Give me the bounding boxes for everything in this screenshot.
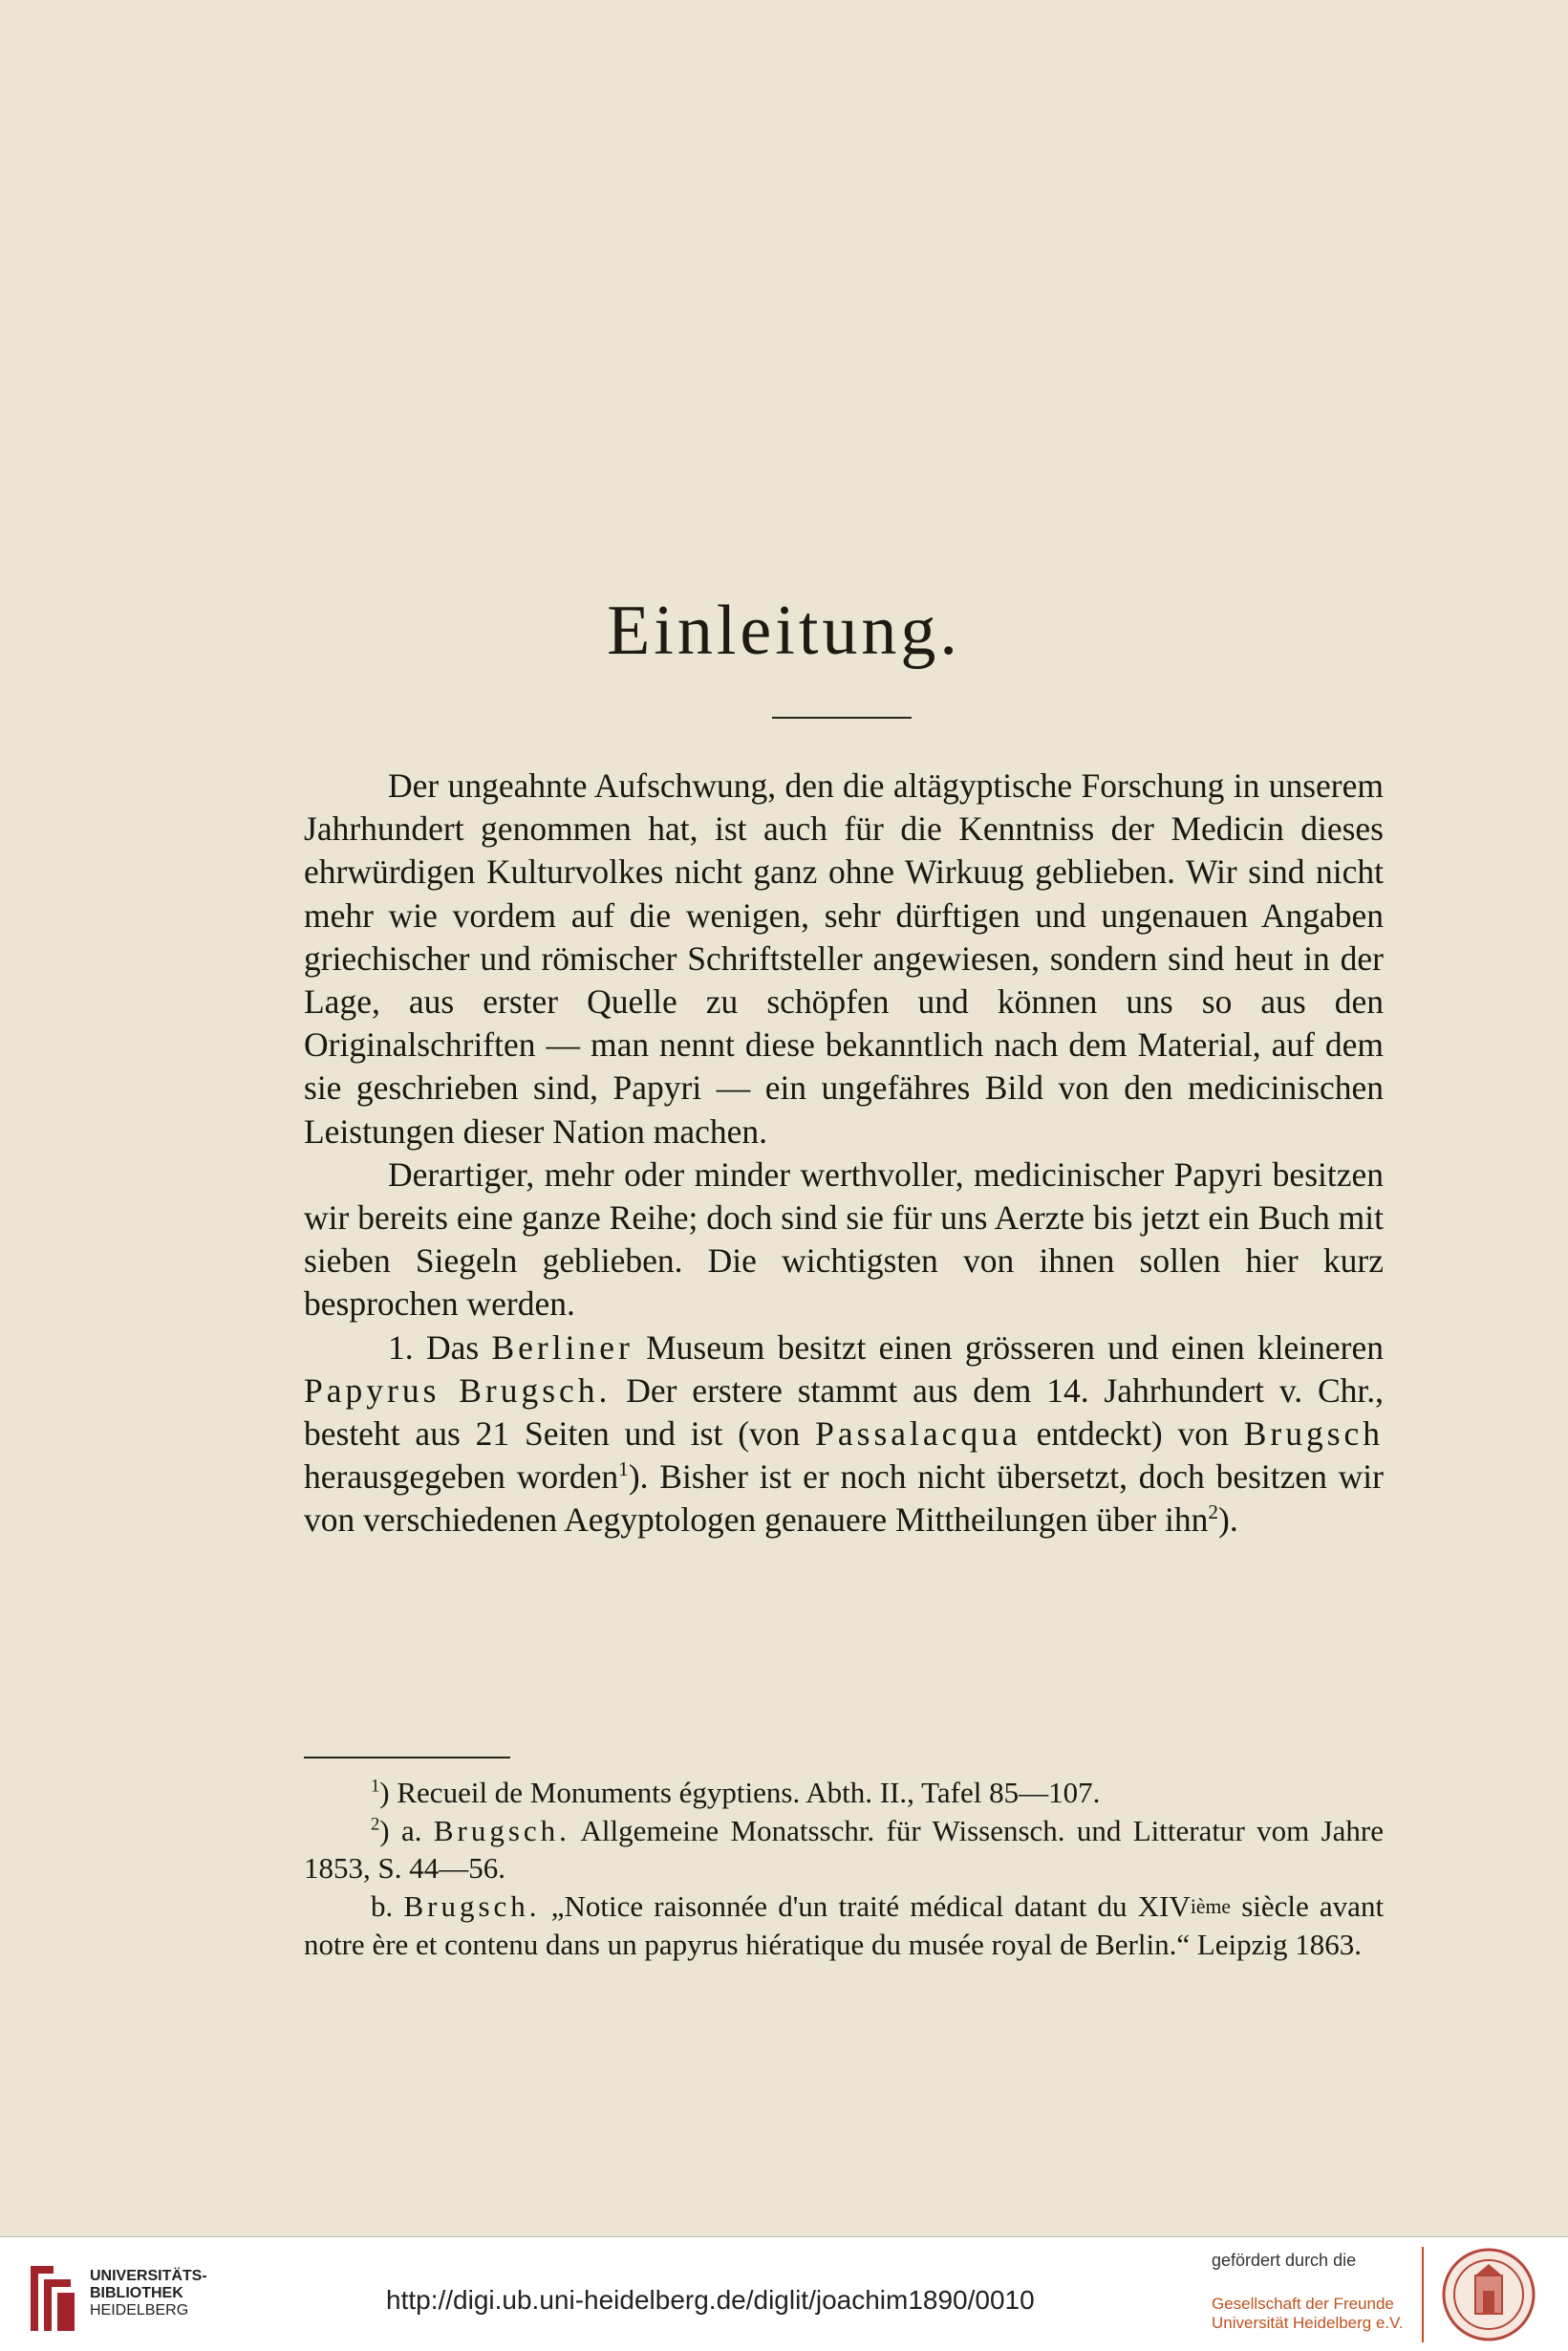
body-text	[304, 765, 1384, 1542]
footnotes	[304, 1774, 1384, 1963]
permalink-url[interactable]: http://digi.ub.uni-heidelberg.de/diglit/joachim1890/0010	[386, 2285, 1035, 2315]
footer-divider	[1422, 2247, 1424, 2342]
footnote-divider	[304, 1757, 510, 1758]
paragraph-3: 1. Das Berliner Museum besitzt einen grösseren und einen kleineren Papyrus Brugsch. Der erstere stammt aus dem 14. Jahrhundert v. Chr., besteht aus 21 Seiten und ist (von Passalacqua entdeckt) von Brugsch herausgegeben worden$^1$). Bisher ist er noch nicht übersetzt, doch besitzen wir von verschiedenen Aegyptologen genauere Mittheilungen über ihn$^2$).	[304, 1327, 1385, 1540]
sponsor-name: Gesellschaft der Freunde Universität Heidelberg e.V.	[1212, 2295, 1404, 2332]
footnote-2: $^2$) a. Brugsch. Allgemeine Monatsschr. für Wissensch. und Litteratur vom Jahre 1853, S. 44—56.	[304, 1813, 1384, 1885]
spaced-papyrus-brugsch: Papyrus Brugsch.	[304, 1370, 612, 1410]
title-divider	[772, 717, 912, 719]
page-title: Einleitung.	[607, 592, 961, 670]
footnote-ref-1: 1	[618, 1457, 629, 1481]
paragraph-2: Derartiger, mehr oder minder werthvoller, medicinischer Papyri besitzen wir bereits eine ganze Reihe; doch sind sie für uns Aerzte bis jetzt ein Buch mit sieben Siegeln geblieben. Die wichtigsten von ihnen sollen hier kurz besprochen werden.	[304, 1154, 1384, 1324]
spaced-brugsch: Brugsch	[1243, 1414, 1385, 1454]
university-library-logo-icon	[25, 2260, 80, 2337]
paragraph-1: Der ungeahnte Aufschwung, den die altägyptische Forschung in unserem Jahrhundert genommen hat, ist auch für die Kenntniss der Medicin dieses ehrwürdigen Kulturvolkes nicht ganz ohne Wirkuug geblieben. Wir sind nicht mehr wie vordem auf die wenigen, sehr dürftigen und ungenauen Angaben griechischer und römischer Schriftsteller angewiesen, sondern sind heut in der Lage, aus erster Quelle zu schöpfen und können uns so aus den Originalschriften — man nennt diese bekanntlich nach dem Material, auf dem sie geschrieben sind, Papyri — ein ungefähres Bild von den medicinischen Leistungen dieser Nation machen.	[304, 766, 1384, 1151]
spaced-berliner: Berliner	[491, 1327, 634, 1367]
digitization-footer	[0, 2236, 1568, 2351]
spaced-passalacqua: Passalacqua	[815, 1414, 1021, 1454]
university-library-name: UNIVERSITÄTS- BIBLIOTHEK HEIDELBERG	[90, 2268, 207, 2319]
footnote-2b: b. Brugsch. „Notice raisonnée d'un traité médical datant du XIVième siècle avant notre ère et contenu dans un papyrus hiératique du musée royal de Berlin.“ Leipzig 1863.	[304, 1888, 1385, 1961]
footnote-1: $^1$) Recueil de Monuments égyptiens. Abth. II., Tafel 85—107.	[371, 1776, 1101, 1809]
university-seal-icon	[1441, 2247, 1536, 2342]
sponsor-caption: gefördert durch die	[1212, 2251, 1357, 2270]
footnote-ref-2: 2	[1208, 1500, 1219, 1524]
